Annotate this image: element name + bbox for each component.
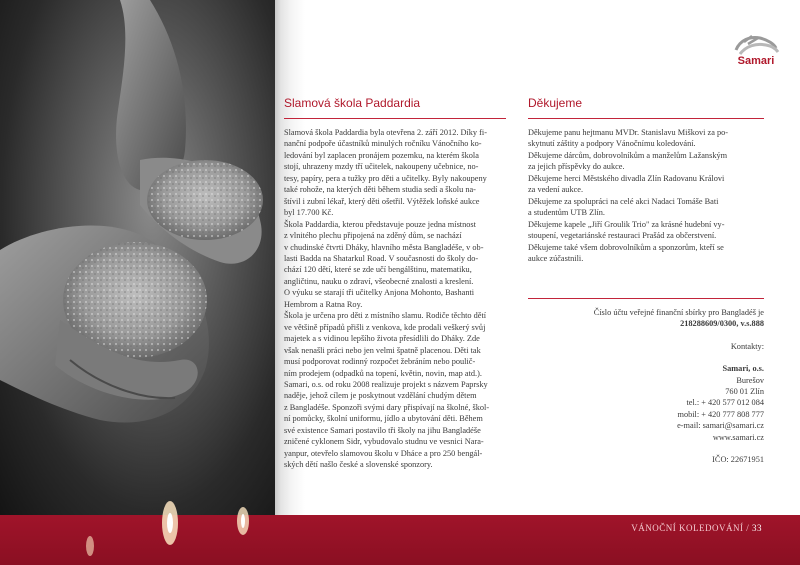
text-line: musí podporovat rodinný rozpočet žebráním nebo poulič- [284, 357, 476, 367]
address-street: Burešov [736, 375, 764, 385]
text-line: však nenašli práci nebo jen velmi špatně placenou. Děti tak [284, 345, 481, 355]
text-line: Hembrom a Ratna Roy. [284, 299, 363, 309]
org-name: Samari, o.s. [722, 364, 764, 374]
text-line: ve většině případů přišli z venkova, kde prodali veškerý svůj [284, 322, 486, 332]
text-line: majetek a s vidinou lepšího života přesídlili do Dháky. Zde [284, 334, 480, 344]
text-line: Slamová škola Paddardia byla otevřena 2. září 2012. Díky fi- [284, 128, 487, 137]
text-line: v chudinské čtvrti Dháky, hlavního města Bangladéše, v ob- [284, 242, 484, 252]
text-line: aukce zúčastnili. [528, 253, 584, 263]
text-line: skytnutí záštity a podpory Vánočnímu koledování. [528, 139, 696, 149]
text-line: Škola je určena pro děti z místního slamu. Rodiče těchto dětí [284, 311, 487, 321]
section-divider [528, 298, 764, 299]
school-heading: Slamová škola Paddardia [284, 96, 506, 119]
text-line: Škola Paddardia, kterou představuje pouze jedna místnost [284, 219, 476, 229]
text-line: stoupení, vegetariánské restauraci Prašád za občerstvení. [528, 231, 717, 241]
account-number: 218288609/0300, v.s.888 [680, 319, 764, 329]
text-line: Děkujeme také všem dobrovolníkům a sponzorům, kteří se [528, 242, 724, 252]
text-line: Děkujeme herci Městského divadla Zlín Radovanu Královi [528, 173, 725, 183]
text-line: své existence Samari postavilo tři školy na jihu Bangladéše [284, 425, 481, 435]
text-line: také rohože, na kterých děti během studia sedí a školu na- [284, 185, 476, 195]
sparkle-icon [228, 501, 258, 541]
text-line: lasti Badda na Shatarkul Road. V současnosti do školy do- [284, 253, 479, 263]
text-line: štívil i zubní lékař, který děti ošetřil. Výtěžek loňské aukce [284, 196, 480, 206]
text-line: naděje, jehož cílem je poskytnout vzdělání chudým dětem [284, 391, 477, 401]
text-line: ním prodejem (odpadků na topení, květin, novin, map atd.). [284, 368, 482, 378]
company-id: IČO: 22671951 [712, 455, 764, 465]
text-line: za jejich příspěvky do aukce. [528, 162, 625, 172]
text-line: Samari, o.s. od roku 2008 realizuje projekt s názvem Paprsky [284, 379, 488, 389]
text-line: ní pomůcky, školní uniformu, jídlo a ubytování děti. Během [284, 414, 483, 424]
text-line: za vedení aukce. [528, 185, 584, 195]
footer-separator: / [746, 523, 750, 533]
email[interactable]: e-mail: samari@samari.cz [677, 421, 764, 431]
text-line: Děkujeme za spolupráci na celé akci Nadaci Tomáše Bati [528, 196, 719, 206]
text-line: zničené cyklonem Sidr, vybudovalo studnu ve vesnici Nara- [284, 437, 484, 447]
contact-block [528, 307, 764, 465]
website[interactable]: www.samari.cz [712, 432, 764, 442]
phone: tel.: + 420 577 012 084 [686, 398, 764, 408]
mobile: mobil: + 420 777 808 777 [677, 409, 764, 419]
text-line: ledování byl zaplacen pronájem pozemku, na kterém škola [284, 150, 479, 160]
school-text [284, 127, 506, 471]
text-line: chází 120 dětí, které se zde učí bengálštinu, matematiku, [284, 265, 472, 275]
text-line: byl 17.700 Kč. [284, 208, 334, 218]
text-line: angličtinu, nauku o zdraví, všeobecné znalosti a kreslení. [284, 276, 474, 286]
text-line: Děkujeme panu hejtmanu MVDr. Stanislavu Miškovi za po- [528, 128, 729, 137]
text-line: z vlnitého plechu připojená na zděný dům, se nachází [284, 231, 462, 241]
text-line: Děkujeme kapele „Jiří Groulik Trio" za krásné hudební vy- [528, 219, 725, 229]
left-column [284, 96, 506, 471]
page-footer [631, 523, 762, 533]
sparkle-icon [150, 493, 190, 553]
thanks-heading: Děkujeme [528, 96, 764, 119]
sparkle-icon [80, 531, 100, 561]
logo-wordmark: Samari [737, 55, 775, 67]
text-line: nanční podpoře účastníků minulých ročníku Vánočního ko- [284, 139, 482, 149]
thanks-text [528, 127, 764, 264]
text-line: a studentům UTB Zlín. [528, 208, 605, 218]
footer-label: VÁNOČNÍ KOLEDOVÁNÍ [631, 523, 744, 533]
contacts-label: Kontakty: [730, 341, 764, 351]
text-line: stojí, uhrazeny mzdy tří učitelek, nakoupeny učebnice, no- [284, 162, 479, 172]
text-line: z Bangladéše. Sponzoři svými dary přispívají na školné, škol- [284, 402, 490, 412]
right-column [528, 96, 764, 264]
text-line: O výuku se starají tři učitelky Anjona Mohonto, Bashanti [284, 288, 475, 298]
text-line: Děkujeme dárcům, dobrovolníkům a manželům Lažanským [528, 150, 728, 160]
page-number: 33 [752, 523, 762, 533]
hands-bread-photo [0, 0, 275, 515]
address-city: 760 01 Zlín [725, 387, 764, 397]
text-line: tesy, papíry, pera a tužky pro děti a učitelky. Byly nakoupeny [284, 173, 487, 183]
account-line: Číslo účtu veřejné finanční sbírky pro Bangladéš je [593, 308, 764, 317]
text-line: ských dětí našlo české a slovenské sponzory. [284, 460, 433, 470]
text-line: yanpur, otevřelo slamovou školu v Dháce a pro 250 bengál- [284, 448, 483, 458]
